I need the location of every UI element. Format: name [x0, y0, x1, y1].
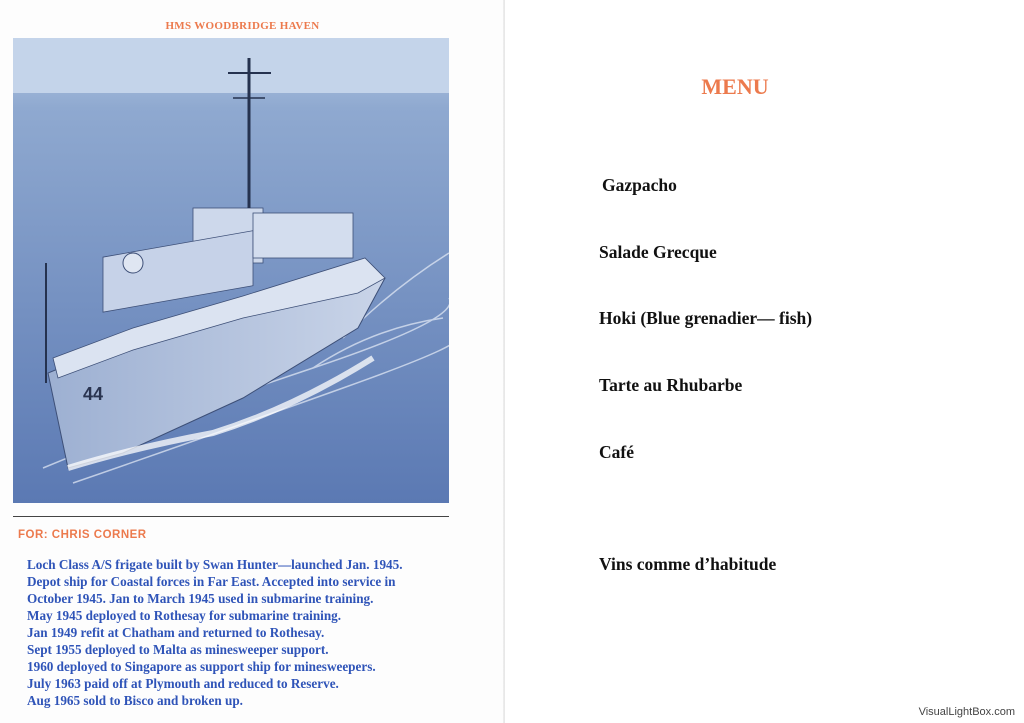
watermark: VisualLightBox.com [916, 705, 1018, 719]
divider-rule [13, 516, 449, 517]
history-line: Depot ship for Coastal forces in Far East. Accepted into service in [27, 574, 396, 589]
ship-title: HMS WOODBRIDGE HAVEN [165, 20, 320, 32]
sky-band [13, 38, 449, 93]
ship-photo [13, 38, 449, 503]
ship-history [27, 556, 497, 709]
history-line: May 1945 deployed to Rothesay for submarine training. [27, 608, 342, 623]
history-line: Jan 1949 refit at Chatham and returned to Rothesay. [27, 625, 325, 640]
menu-item-gazpacho: Gazpacho [602, 175, 677, 195]
menu-title: MENU [701, 74, 769, 99]
menu-item-vins: Vins comme d’habitude [599, 554, 777, 574]
menu-item-cafe: Café [599, 442, 634, 462]
history-line: Loch Class A/S frigate built by Swan Hunter—launched Jan. 1945. [27, 557, 403, 572]
menu-item-salade-grecque: Salade Grecque [599, 242, 717, 262]
history-line: July 1963 paid off at Plymouth and reduced to Reserve. [27, 676, 339, 691]
history-line: October 1945. Jan to March 1945 used in submarine training. [27, 591, 374, 606]
menu-item-hoki: Hoki (Blue grenadier— fish) [599, 308, 813, 328]
for-label: FOR: CHRIS CORNER [18, 529, 147, 541]
gun-turret [123, 253, 143, 273]
history-line: Sept 1955 deployed to Malta as minesweeper support. [27, 642, 329, 657]
rear-deckhouse [253, 213, 353, 258]
right-page [505, 0, 1024, 723]
pennant-number: 44 [83, 384, 104, 404]
history-line: 1960 deployed to Singapore as support ship for minesweepers. [27, 659, 376, 674]
history-line: Aug 1965 sold to Bisco and broken up. [27, 693, 243, 708]
left-page [0, 0, 505, 723]
menu-item-tarte: Tarte au Rhubarbe [599, 375, 743, 395]
